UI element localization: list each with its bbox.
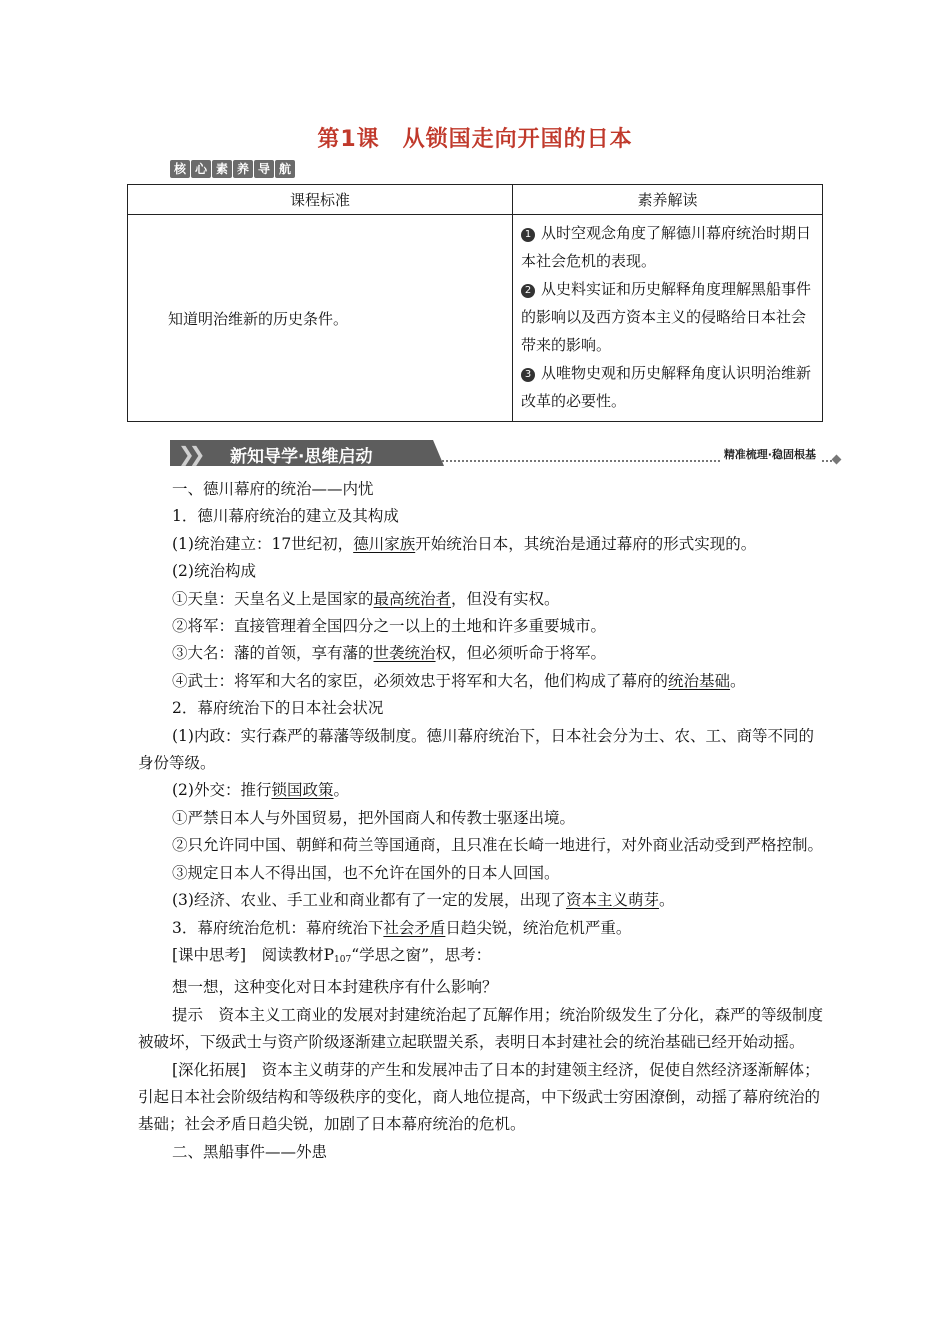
header-course-standard: 课程标准 bbox=[128, 185, 513, 215]
header-literacy-interpretation: 素养解读 bbox=[513, 185, 823, 215]
standards-table bbox=[127, 184, 823, 422]
literacy-cell bbox=[513, 215, 823, 422]
double-chevron-icon: ❯❯ bbox=[178, 442, 200, 466]
subheading: 1．德川幕府统治的建立及其构成 bbox=[172, 507, 399, 526]
paragraph: ①严禁日本人与外国贸易，把外国商人和传教士驱逐出境。 bbox=[172, 808, 576, 827]
key-term: 资本主义萌芽 bbox=[565, 891, 659, 910]
paragraph: ③大名：藩的首领，享有藩的世袭统治权，但必须听命于将军。 bbox=[172, 644, 607, 663]
literacy-item: 3 从唯物史观和历史解释角度认识明治维新改革的必要性。 bbox=[521, 364, 812, 410]
paragraph: ②将军：直接管理着全国四分之一以上的土地和许多重要城市。 bbox=[172, 617, 607, 636]
page-title: 第1课 从锁国走向开国的日本 bbox=[317, 127, 633, 152]
number-badge-icon: 3 bbox=[521, 368, 535, 382]
thinking-prompt: [课中思考] 阅读教材$P_{107}“$学思之窗”，思考： bbox=[172, 945, 492, 965]
section-heading: 二、黑船事件——外患 bbox=[172, 1142, 328, 1161]
key-term: 最高统治者 bbox=[373, 589, 452, 608]
key-term: 锁国政策 bbox=[271, 781, 334, 800]
badge-char: 航 bbox=[275, 160, 295, 178]
paragraph: (3)经济、农业、手工业和商业都有了一定的发展，出现了资本主义萌芽。 bbox=[172, 891, 675, 910]
subheading: 3．幕府统治危机：幕府统治下社会矛盾日趋尖锐，统治危机严重。 bbox=[172, 918, 632, 937]
question: 想一想，这种变化对日本封建秩序有什么影响？ bbox=[172, 978, 498, 997]
paragraph: ④武士：将军和大名的家臣，必须效忠于将军和大名，他们构成了幕府的统治基础。 bbox=[172, 671, 746, 690]
section-heading: 一、德川幕府的统治——内忧 bbox=[172, 480, 374, 498]
banner-title: 新知导学·思维启动 bbox=[230, 447, 373, 467]
key-term: 社会矛盾 bbox=[383, 918, 446, 937]
paragraph: ②只允许同中国、朝鲜和荷兰等国通商，且只准在长崎一地进行，对外商业活动受到严格控制。 bbox=[172, 836, 824, 855]
literacy-item: 1 从时空观念角度了解德川幕府统治时期日本社会危机的表现。 bbox=[521, 224, 812, 270]
badge-char: 素 bbox=[212, 160, 232, 178]
badge-char: 养 bbox=[233, 160, 253, 178]
paragraph: (1)统治建立：17世纪初，德川家族开始统治日本，其统治是通过幕府的形式实现的。 bbox=[172, 534, 757, 553]
number-badge-icon: 2 bbox=[521, 284, 535, 298]
lesson-content bbox=[138, 476, 824, 1166]
paragraph: ①天皇：天皇名义上是国家的最高统治者，但没有实权。 bbox=[172, 589, 560, 608]
course-standard-cell: 知道明治维新的历史条件。 bbox=[128, 215, 513, 422]
paragraph: (2)外交：推行锁国政策。 bbox=[172, 781, 349, 800]
section-banner bbox=[170, 440, 842, 468]
section-badge bbox=[170, 160, 295, 178]
extension-paragraph: [深化拓展] 资本主义萌芽的产生和发展冲击了日本的封建领主经济，促使自然经济逐渐解体；引起日本社会阶级结构和等级秩序的变化，商人地位提高，中下级武士穷困潦倒，动摇了幕府统治的基础；社会矛盾日趋尖锐，加剧了日本幕府统治的危机。 bbox=[138, 1060, 821, 1134]
key-term: 德川家族 bbox=[353, 534, 416, 553]
hint-paragraph: 提示 资本主义工商业的发展对封建统治起了瓦解作用；统治阶级发生了分化，森严的等级制度被破坏，下级武士与资产阶级逐渐建立起联盟关系，表明日本封建社会的统治基础已经开始动摇。 bbox=[138, 1005, 824, 1052]
paragraph: (1)内政：实行森严的幕藩等级制度。德川幕府统治下，日本社会分为士、农、工、商等不同的身份等级。 bbox=[138, 726, 814, 773]
banner-subtitle: 精准梳理·稳固根基 bbox=[720, 446, 820, 462]
diamond-icon bbox=[832, 455, 842, 465]
paragraph: ③规定日本人不得出国，也不允许在国外的日本人回国。 bbox=[172, 863, 560, 882]
number-badge-icon: 1 bbox=[521, 228, 535, 242]
badge-char: 导 bbox=[254, 160, 274, 178]
badge-char: 心 bbox=[191, 160, 211, 178]
subheading: 2．幕府统治下的日本社会状况 bbox=[172, 699, 384, 718]
key-term: 统治基础 bbox=[668, 671, 731, 690]
badge-char: 核 bbox=[170, 160, 190, 178]
paragraph: (2)统治构成 bbox=[172, 562, 256, 581]
key-term: 世袭统治 bbox=[373, 644, 436, 663]
literacy-item: 2 从史料实证和历史解释角度理解黑船事件的影响以及西方资本主义的侵略给日本社会带来的影响。 bbox=[521, 280, 812, 354]
